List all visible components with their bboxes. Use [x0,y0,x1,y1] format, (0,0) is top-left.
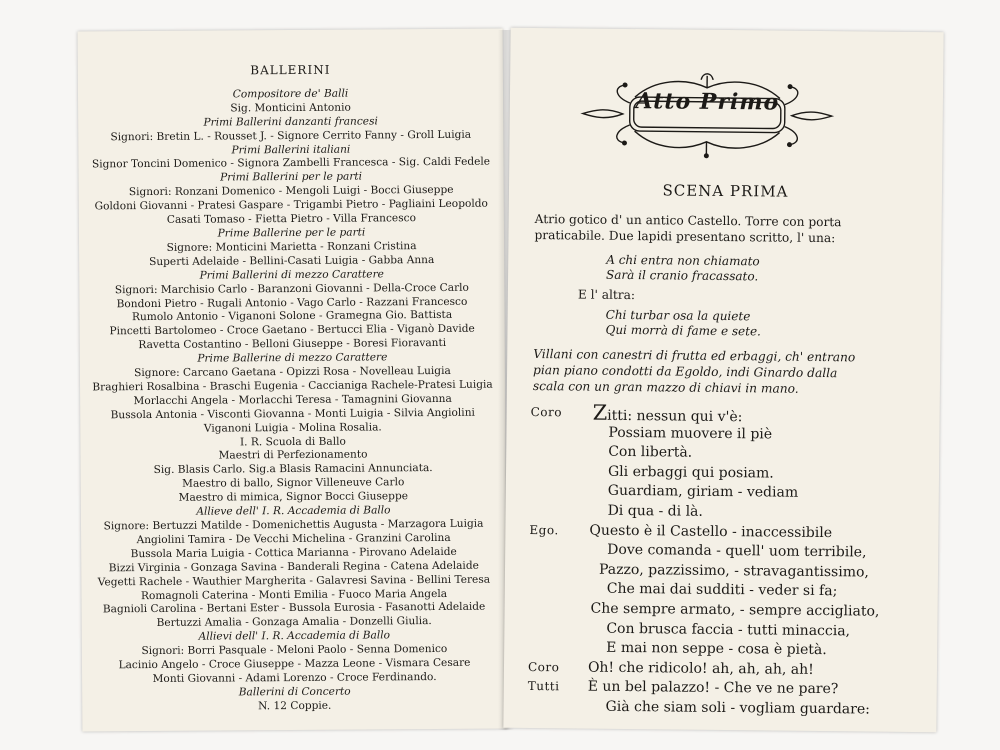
ballerini-list [78,63,508,716]
verse-text: Con brusca faccia - tutti minaccia, [606,620,851,639]
name-line: Bagnioli Carolina - Bertani Ester - Bussola Eurosia - Fasanotti Adelaide [102,601,486,616]
inscription-line: A chi entra non chiamato [606,252,760,269]
section-heading: Primi Ballerini di mezzo Carattere [199,268,384,282]
verse-text: È un bel palazzo! - Che ve ne pare? [587,678,839,698]
dialog-line [527,697,916,721]
verse-text: E mai non seppe - cosa è pietà. [606,639,827,659]
name-line: Rumolo Antonio - Viganoni Solone - Gramegna Gio. Battista [131,309,453,324]
verse-text: Con libertà. [608,443,693,461]
name-line: Angiolini Tamira - De Vecchi Michelina - Granzini Carolina [136,531,451,546]
name-line: Morlacchi Angela - Morlacchi Teresa - Tamagnini Giovanna [133,392,452,407]
name-line: Lacinio Angelo - Croce Giuseppe - Mazza Leone - Vismara Cesare [118,656,471,672]
description-line: Atrio gotico d' un antico Castello. Torre con porta [534,212,842,230]
stage-direction [533,346,916,398]
name-line: Superti Adelaide - Bellini-Casati Luigia - Gabba Anna [149,253,435,268]
name-line: Bondoni Pietro - Rugali Antonio - Vago Carlo - Razzani Francesco [116,295,468,310]
inscription-line: Qui morrà di fame e sete. [605,322,761,339]
name-line: Signore: Carcano Gaetana - Opizzi Rosa - Novelleau Luigia [134,364,451,380]
inscription-one [606,253,760,285]
verse-text: Gli erbaggi qui posiam. [607,463,774,482]
name-line: Bizzi Virginia - Gonzaga Savina - Banderali Regina - Catena Adelaide [108,559,479,575]
name-line: Romagnoli Caterina - Monti Emilia - Fuoco Maria Angela [140,587,448,602]
dialog-block [527,400,919,721]
name-line: Goldoni Giovanni - Pratesi Gaspare - Trigambi Pietro - Pagliaini Leopoldo [94,197,488,213]
verse-text: Pazzo, pazzissimo, - stravagantissimo, [598,561,870,581]
verse-text: Guardiam, giriam - vediam [607,483,799,502]
scene-title: SCENA PRIMA [662,181,789,201]
verse-text: Che sempre armato, - sempre accigliato, [590,600,880,620]
verse-text: Possiam muovere il piè [608,424,773,443]
name-line: I. R. Scuola di Ballo [239,435,346,448]
section-heading: Prime Ballerine di mezzo Carattere [197,351,388,365]
name-line: Casati Tomaso - Fietta Pietro - Villa Francesco [166,212,416,226]
speaker-name: Tutti [527,679,560,694]
section-heading: Primi Ballerini danzanti francesi [203,115,378,129]
section-heading: Allieve dell' I. R. Accademia di Ballo [196,504,391,518]
left-header: BALLERINI [250,62,331,78]
right-page [503,28,943,732]
name-line: Sig. Blasis Carlo. Sig.a Blasis Ramacini Annunciata. [153,462,433,477]
name-line: Viganoni Luigia - Molina Rosalia. [203,421,382,435]
stage-line: pian piano condotti da Egoldo, indi Ginardo dalla [533,363,838,381]
section-heading: Prime Ballerine per le parti [217,226,366,240]
name-line: N. 12 Coppie. [258,699,332,713]
l-altra-label: E l' altra: [577,287,636,303]
name-line: Ravetta Costantino - Belloni Giuseppe - Boresi Fioravanti [138,337,447,352]
name-line: Monti Giovanni - Adami Lorenzo - Croce Ferdinando. [152,670,437,685]
section-heading: Primi Ballerini italiani [231,143,351,156]
speaker-name: Coro [530,404,563,420]
left-page [78,29,508,732]
name-line: Maestro di mimica, Signor Bocci Giuseppe [178,490,409,504]
name-line: Pincetti Bartolomeo - Croce Gaetano - Bertucci Elia - Viganò Davide [109,323,475,338]
speaker-name: Coro [527,659,560,675]
inscription-two [605,308,761,340]
name-line: Sig. Monticini Antonio [230,101,351,115]
name-line: Braghieri Rosalbina - Braschi Eugenia - Caccianiga Rachele-Pratesi Luigia [92,378,493,394]
name-line: Signori: Marchisio Carlo - Baranzoni Giovanni - Della-Croce Carlo [114,281,469,296]
name-line: Vegetti Rachele - Wauthier Margherita - Galavresi Savina - Bellini Teresa [97,573,491,588]
inscription-line: Sarà il cranio fracassato. [606,267,759,284]
name-line: Maestro di ballo, Signor Villeneuve Carlo [182,476,405,491]
verse-text: Dove comanda - quell' uom terribile, [607,541,867,561]
inscription-line: Chi turbar osa la quiete [605,307,751,324]
name-line: Signori: Borri Pasquale - Meloni Paolo - Senna Domenico [141,643,448,658]
name-line: Signor Toncini Domenico - Signora Zambelli Francesca - Sig. Caldi Fedele [91,156,491,171]
name-line: Signore: Monticini Marietta - Ronzani Cristina [166,240,417,254]
verse-text: Già che siam soli - vogliam guardare: [605,698,870,718]
section-heading: Primi Ballerini per le parti [220,170,363,184]
description-line: praticabile. Due lapidi presentano scritto, l' una: [534,228,836,246]
verse-text: Che mai dai sudditi - veder si fa; [606,581,838,600]
drop-initial: Z [592,400,608,425]
name-line: Signori: Bretin L. - Rousset J. - Signore Cerrito Fanny - Groll Luigia [110,128,472,143]
scene-description [534,211,915,247]
verse-text: Di qua - di là. [607,502,703,520]
act-title: Atto Primo [635,88,780,116]
verse-text: Questo è il Castello - inaccessibile [589,522,833,541]
section-heading: Allievi dell' I. R. Accademia di Ballo [198,629,391,643]
speaker-name: Ego. [529,522,559,537]
stage-line: Villani con canestri di frutta ed erbaggi, ch' entrano [533,347,856,365]
verse-text: Oh! che ridicolo! ah, ah, ah, ah! [587,659,814,678]
section-heading: Ballerini di Concerto [238,685,351,699]
name-line: Bussola Maria Luigia - Cottica Marianna - Pirovano Adelaide [130,545,457,560]
name-line: Signori: Ronzani Domenico - Mengoli Luigi - Bocci Giuseppe [128,184,454,199]
name-line: Signore: Bertuzzi Matilde - Domenichettis Augusta - Marzagora Luigia [103,517,484,533]
name-line: Maestri di Perfezionamento [218,448,368,462]
stage-line: scala con un gran mazzo di chiavi in mano. [532,379,799,396]
section-heading: Compositore de' Balli [232,87,349,101]
verse-text: itti: nessun qui v'è: [607,407,743,426]
name-line: Bertuzzi Amalia - Gonzaga Amalia - Donzelli Giulia. [156,615,432,630]
name-line: Bussola Antonia - Visconti Giovanna - Monti Luigia - Silvia Angiolini [110,406,475,422]
